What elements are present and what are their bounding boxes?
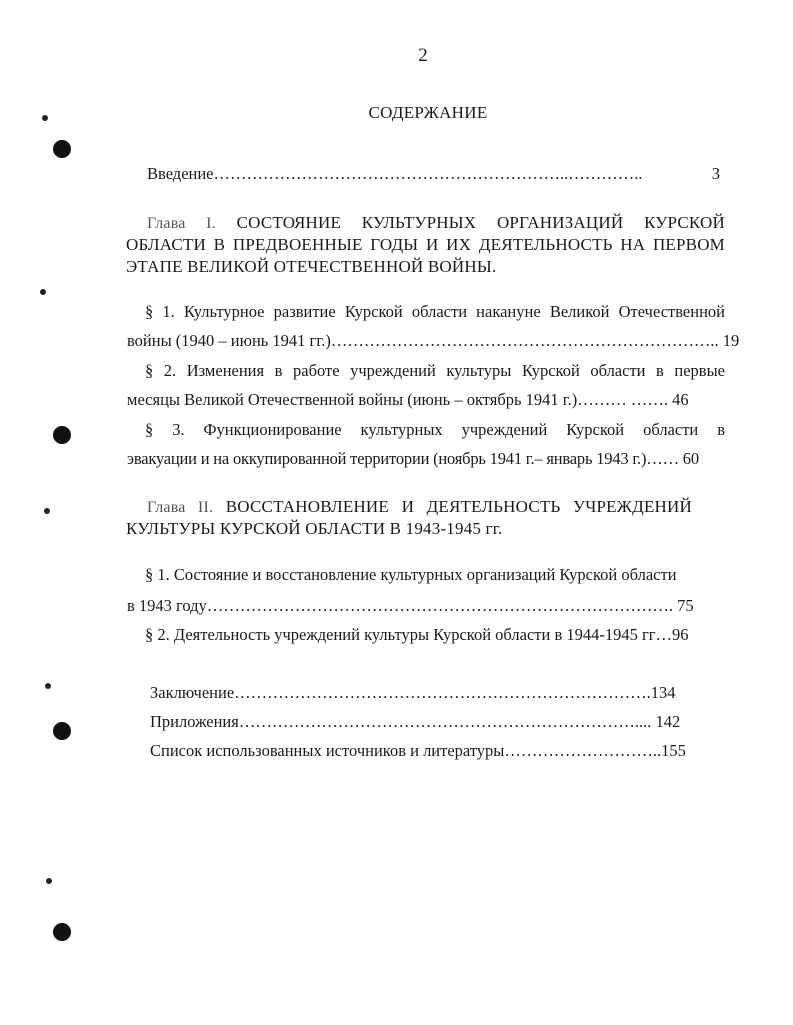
chapter1-section2-line2: месяцы Великой Отечественной войны (июнь – октябрь 1941 г.)……… ……. 46: [127, 390, 689, 409]
chapter2-heading-line1: Глава II. ВОССТАНОВЛЕНИЕ И ДЕЯТЕЛЬНОСТЬ УЧРЕЖДЕНИЙ: [147, 497, 692, 516]
chapter1-section3-line2: эвакуации и на оккупированной территории (ноябрь 1941 г.– январь 1943 г.)…… 60: [127, 449, 699, 468]
chapter1-section3-line1: § 3. Функционирование культурных учреждений Курской области в: [145, 420, 725, 439]
toc-bibliography: Список использованных источников и литературы………………………..155: [150, 741, 686, 760]
chapter1-section1-line2: войны (1940 – июнь 1941 гг.)…………………………………………………………….. 19: [127, 331, 740, 350]
chapter1-label: Глава I.: [147, 215, 216, 232]
chapter2-section1-line2: в 1943 году…………………………………………………………………………. 75: [127, 596, 694, 615]
toc-intro-page: 3: [711, 164, 720, 183]
toc-appendices: Приложения……………………………………………………………….... 142: [150, 712, 681, 731]
scan-speck: [40, 289, 46, 295]
scan-speck: [42, 115, 48, 121]
chapter1-section1-line1: § 1. Культурное развитие Курской области накануне Великой Отечественной: [145, 302, 725, 321]
scan-speck: [44, 508, 50, 514]
toc-intro-label: Введение: [147, 164, 214, 183]
binder-hole-2: [53, 426, 71, 444]
toc-intro-dots: ………………………………………………………..…………..: [213, 164, 643, 183]
toc-conclusion: Заключение………………………………………………………………….134: [150, 683, 676, 702]
chapter2-heading-line2: КУЛЬТУРЫ КУРСКОЙ ОБЛАСТИ В 1943-1945 гг.: [126, 519, 503, 538]
chapter2-label: Глава II.: [147, 499, 214, 516]
scan-speck: [45, 683, 51, 689]
chapter1-heading-line1: Глава I. СОСТОЯНИЕ КУЛЬТУРНЫХ ОРГАНИЗАЦИЙ КУРСКОЙ: [147, 213, 725, 232]
scan-speck: [46, 878, 52, 884]
binder-hole-4: [53, 923, 71, 941]
page-number: 2: [418, 45, 428, 66]
chapter1-heading-line2: ОБЛАСТИ В ПРЕДВОЕННЫЕ ГОДЫ И ИХ ДЕЯТЕЛЬНОСТЬ НА ПЕРВОМ: [126, 235, 725, 254]
chapter1-heading-line3: ЭТАПЕ ВЕЛИКОЙ ОТЕЧЕСТВЕННОЙ ВОЙНЫ.: [126, 257, 497, 276]
page-title: СОДЕРЖАНИЕ: [368, 103, 488, 122]
binder-hole-3: [53, 722, 71, 740]
chapter1-section2-line1: § 2. Изменения в работе учреждений культуры Курской области в первые: [145, 361, 725, 380]
chapter2-section2-line1: § 2. Деятельность учреждений культуры Курской области в 1944-1945 гг…96: [145, 625, 689, 644]
binder-hole-1: [53, 140, 71, 158]
chapter2-section1-line1: § 1. Состояние и восстановление культурных организаций Курской области: [145, 565, 677, 584]
toc-intro: [147, 164, 722, 184]
